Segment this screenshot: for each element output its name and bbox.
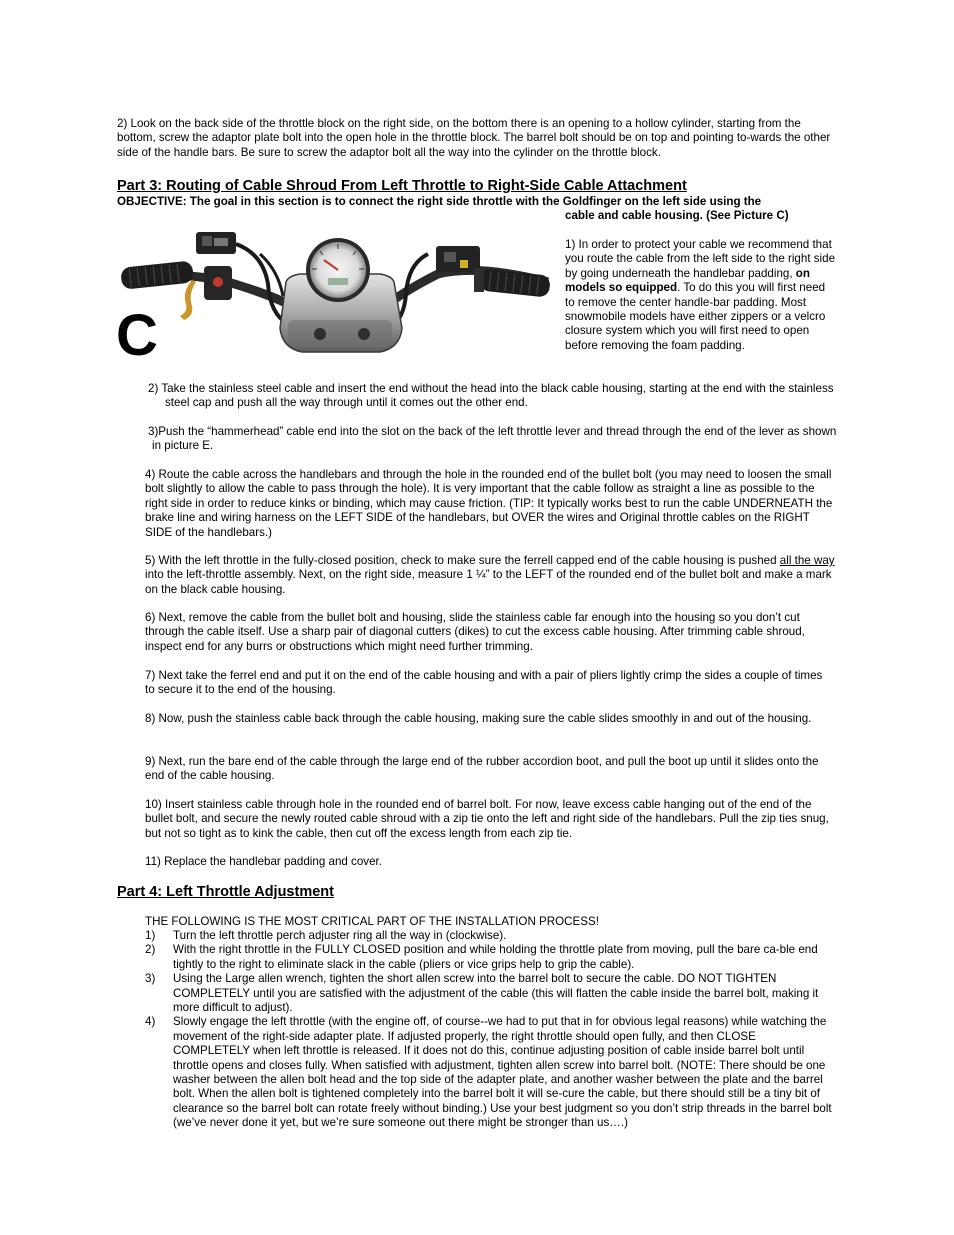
list-item-number: 2) [145, 943, 156, 957]
part3-step5-text-b: into the left-throttle assembly. Next, on the right side, measure 1 ¼” to the LEFT of the rounded end of the bullet bolt and make a mark on the black cable housing. [145, 568, 832, 596]
part3-objective-line2: cable and cable housing. (See Picture C) [565, 209, 789, 222]
part3-step10-paragraph: 10) Insert stainless cable through hole in the rounded end of barrel bolt. For now, leave excess cable hanging out of the end of the bullet bolt, and secure the newly routed cable shroud with a zip tie onto the left and right side of the handlebars. Pull the zip ties snug, but not so tight as to kink the cable, then cut off the excess length from each zip tie. [145, 798, 829, 840]
part4-heading: Part 4: Left Throttle Adjustment [117, 884, 334, 900]
list-item-text: Using the Large allen wrench, tighten the short allen screw into the barrel bolt to secure the cable. DO NOT TIGHTEN COMPLETELY until you are satisfied with the adjustment of the cable (this will flatten the cable inside the barrel bolt, making it more difficult to adjust). [173, 972, 819, 1015]
part3-objective-line1: OBJECTIVE: The goal in this section is to connect the right side throttle with the Goldfinger on the left side using the [117, 195, 762, 208]
list-item-number: 1) [145, 929, 156, 942]
part3-step2-paragraph: 2) Take the stainless steel cable and insert the end without the head into the black cable housing, starting at the end with the stainless steel cap and push all the way through until it comes out the other end. [148, 382, 834, 410]
part3-step9-paragraph: 9) Next, run the bare end of the cable through the large end of the rubber accordion boot, and pull the boot up until it slides onto the end of the cable housing. [145, 755, 819, 783]
part3-step5-paragraph [145, 554, 835, 597]
part3-step1-text-b: . To do this you will first need to remove the center handle-bar padding. Most snowmobile models have either zippers or a velcro closure system which you will first need to open before removing the foam padding. [565, 281, 826, 352]
part4-intro: THE FOLLOWING IS THE MOST CRITICAL PART OF THE INSTALLATION PROCESS! [145, 915, 599, 928]
handlebar-photo [116, 224, 558, 368]
list-item-number: 3) [145, 972, 156, 986]
part3-heading: Part 3: Routing of Cable Shroud From Left Throttle to Right-Side Cable Attachment [117, 178, 687, 194]
part3-step8-paragraph: 8) Now, push the stainless cable back through the cable housing, making sure the cable slides smoothly in and out of the housing. [145, 712, 812, 725]
part3-step5-text-a: 5) With the left throttle in the fully-closed position, check to make sure the ferrell capped end of the cable housing is pushed [145, 554, 780, 567]
part4-steps-list [145, 929, 835, 1131]
part3-step1-bold: on models so equipped [565, 266, 810, 295]
part3-step11-paragraph: 11) Replace the handlebar padding and cover. [145, 855, 382, 868]
list-item-number: 4) [145, 1015, 156, 1029]
part3-step6-paragraph: 6) Next, remove the cable from the bullet bolt and housing, slide the stainless cable far enough into the housing so you don’t cut through the cable itself. Use a sharp pair of diagonal cutters (dikes) to cut the excess cable housing. After trimming cable shroud, inspect end for any burrs or obstructions which might need further trimming. [145, 611, 805, 653]
part3-step1-paragraph [565, 238, 837, 353]
list-item-text: With the right throttle in the FULLY CLOSED position and while holding the throttle plate from moving, pull the bare ca-ble end tightly to the right to eliminate slack in the cable (pliers or vice grips help to grip the cable). [173, 943, 818, 971]
part3-step7-paragraph: 7) Next take the ferrel end and put it on the end of the cable housing and with a pair of pliers lightly crimp the sides a couple of times to secure it to the end of the housing. [145, 669, 823, 697]
list-item [145, 972, 835, 1015]
list-item [145, 929, 835, 943]
part3-step3-paragraph: 3)Push the “hammerhead” cable end into the slot on the back of the left throttle lever and thread through the end of the lever as shown in picture E. [148, 425, 837, 453]
picture-c-label: C [116, 303, 158, 368]
list-item-text: Slowly engage the left throttle (with the engine off, of course--we had to put that in for obvious legal reasons) while watching the movement of the right-side adapter plate. If adjusted properly, the right throttle should open fully, and then CLOSE COMPLETELY when left throttle is released. If it does not do this, continue adjusting position of cable inside barrel bolt until throttle opens and closes fully. When satisfied with adjustment, tighten allen screw into barrel bolt. (NOTE: There should be one washer between the allen bolt head and the top side of the adapter plate, and another washer between the plate and the barrel bolt. When the allen bolt is tightened completely into the barrel bolt it will se-cure the cable, but there should still be a tiny bit of clearance so the barrel bolt can rotate freely without binding.) Use your best judgment so you don’t strip threads in the barrel bolt (we’ve never done it yet, but we’re sure someone out there might be stronger than us….) [173, 1015, 832, 1130]
part2-step2-paragraph: 2) Look on the back side of the throttle block on the right side, on the bottom there is an opening to a hollow cylinder, starting from the bottom, screw the adaptor plate bolt into the open hole in the throttle block. The barrel bolt should be on top and pointing to-wards the other side of the handle bars. Be sure to screw the adaptor bolt all the way into the cylinder on the throttle block. [117, 117, 831, 159]
list-item [145, 943, 835, 972]
part3-step5-underline: all the way [779, 554, 835, 567]
list-item [145, 1015, 835, 1130]
part3-step4-paragraph: 4) Route the cable across the handlebars and through the hole in the rounded end of the bullet bolt (you may need to loosen the small bolt slightly to allow the cable to pass through the hole). It is very important that the cable follow as straight a line as possible to the right side in order to reduce kinks or binding, which may cause friction. (TIP: It typically works best to run the cable UNDERNEATH the brake line and wiring harness on the LEFT SIDE of the handlebars, but OVER the wires and Original throttle cables on the RIGHT SIDE of the handlebars.) [145, 468, 833, 539]
part3-step1-text-a: 1) In order to protect your cable we recommend that you route the cable from the left side to the right side by going underneath the handlebar padding, [565, 238, 836, 280]
list-item-text: Turn the left throttle perch adjuster ring all the way in (clockwise). [173, 929, 507, 942]
